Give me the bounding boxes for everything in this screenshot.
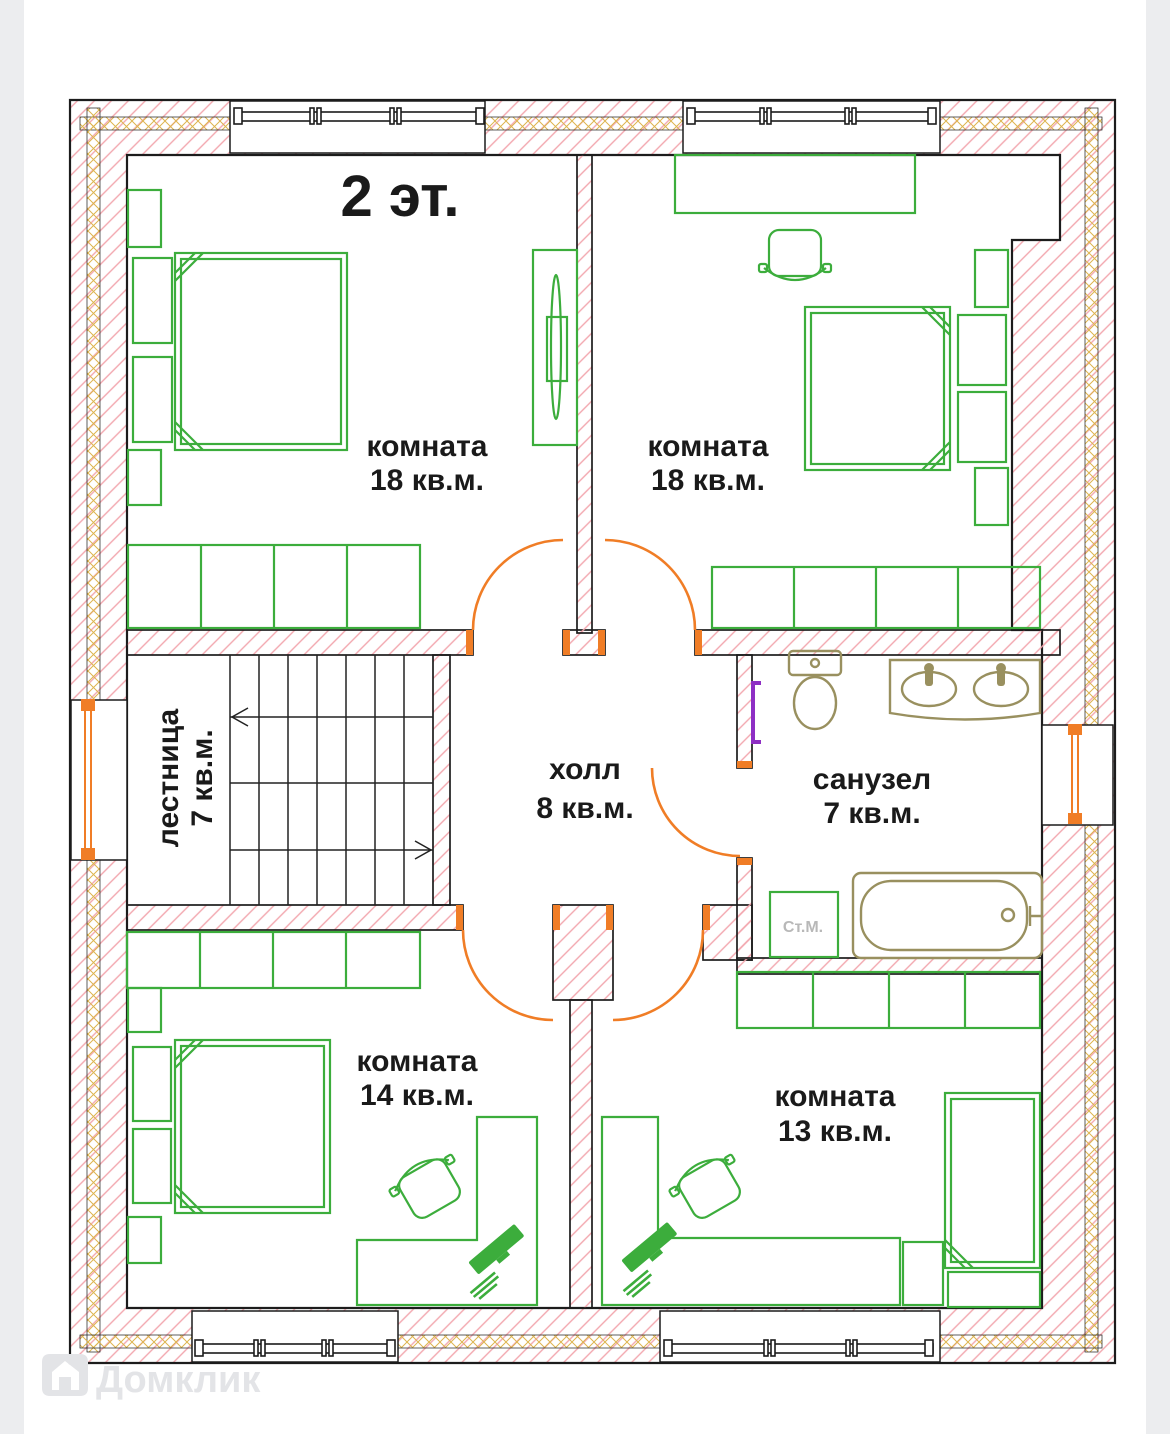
room-label-bathroom-name: санузел [812, 763, 932, 796]
window-bay-top-left [230, 101, 485, 153]
room-label-bathroom-area: 7 кв.м. [823, 797, 921, 830]
floor-title: 2 эт. [340, 164, 460, 229]
room-label-hall-name: холл [549, 753, 621, 786]
room-label-hall-area: 8 кв.м. [536, 792, 634, 825]
room-label-bedroom-bl-area: 14 кв.м. [359, 1079, 475, 1112]
window-orange-left [71, 699, 127, 860]
page-gutter-right [1146, 0, 1170, 1434]
room-label-stairs-name: лестница [152, 708, 185, 848]
page-gutter-left [0, 0, 24, 1434]
window-bay-bottom-left [192, 1311, 398, 1362]
room-label-bedroom-bl-name: комната [356, 1045, 478, 1078]
room-label-bedroom-br-name: комната [774, 1080, 896, 1113]
room-label-bedroom-tl-area: 18 кв.м. [369, 464, 485, 497]
room-label-stairs-area: 7 кв.м. [186, 729, 219, 827]
window-bay-bottom-right [660, 1311, 940, 1362]
room-label-bedroom-br-area: 13 кв.м. [777, 1115, 893, 1148]
window-bay-top-right [683, 101, 940, 153]
window-orange-right [1042, 724, 1113, 825]
washing-machine-label: Ст.М. [782, 919, 824, 936]
room-label-bedroom-tr-name: комната [647, 430, 769, 463]
room-label-bedroom-tr-area: 18 кв.м. [650, 464, 766, 497]
room-label-bedroom-tl-name: комната [366, 430, 488, 463]
watermark-text: Домклик [96, 1359, 261, 1401]
